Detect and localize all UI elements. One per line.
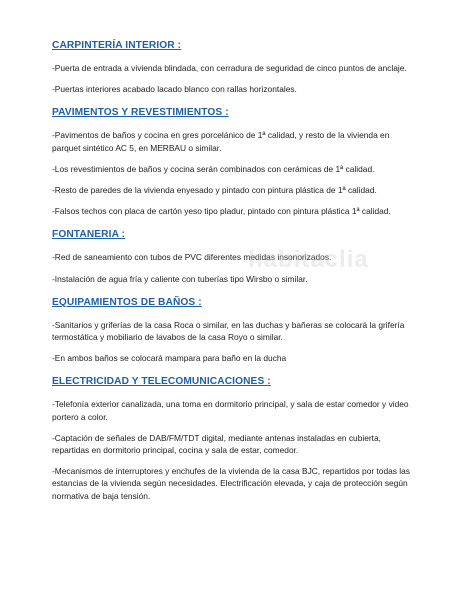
paragraph: -Pavimentos de baños y cocina en gres porcelánico de 1ª calidad, y resto de la vivienda en parquet sintético AC 5, en MERBAU o similar. — [52, 130, 390, 153]
paragraph: -Red de saneamiento con tubos de PVC diferentes medidas insonorizados. — [52, 252, 332, 263]
section-heading: ELECTRICIDAD Y TELECOMUNICACIONES : — [52, 376, 271, 388]
paragraph: -Instalación de agua fría y caliente con tuberías tipo Wirsbo o similar. — [52, 273, 308, 284]
paragraph: -En ambos baños se colocará mampara para baño en la ducha — [52, 353, 287, 364]
paragraph: -Telefonía exterior canalizada, una toma en dormitorio principal, y sala de estar comedor y video portero a color. — [52, 399, 409, 422]
paragraph: -Puertas interiores acabado lacado blanco con rallas horizontales. — [52, 84, 297, 95]
section-fontaneria — [52, 229, 419, 284]
watermark: habitaclia — [248, 246, 369, 273]
section-heading: EQUIPAMIENTOS DE BAÑOS : — [52, 296, 202, 308]
section-heading: PAVIMENTOS Y REVESTIMIENTOS : — [52, 107, 229, 119]
paragraph: -Resto de paredes de la vivienda enyesado y pintado con pintura plástica de 1ª calidad. — [52, 185, 377, 196]
section-electricidad — [52, 376, 419, 501]
section-pavimentos — [52, 107, 419, 217]
paragraph: -Los revestimientos de baños y cocina serán combinados con cerámicas de 1ª calidad. — [52, 163, 375, 174]
paragraph: -Mecanismos de interruptores y enchufes de la vivienda de la casa BJC, repartidos por todas las estancias de la vivienda según necesidades. Electrificación elevada, y caja de protección según normativa de baja tensión. — [52, 466, 410, 501]
paragraph: -Puerta de entrada a vivienda blindada, con cerradura de seguridad de cinco puntos de anclaje. — [52, 63, 407, 73]
section-equipamientos-banos — [52, 297, 419, 365]
paragraph: -Sanitarios y griferías de la casa Roca o similar, en las duchas y bañeras se colocará la grifería termostática y mobiliario de lavabos de la casa Royo o similar. — [52, 319, 405, 343]
section-carpinteria — [52, 40, 419, 95]
paragraph: -Falsos techos con placa de cartón yeso tipo pladur, pintado con pintura plástica 1ª calidad. — [52, 206, 391, 217]
section-heading: FONTANERIA : — [52, 229, 126, 241]
section-heading: CARPINTERÍA INTERIOR : — [52, 40, 182, 51]
paragraph: -Captación de señales de DAB/FM/TDT digital, mediante antenas instaladas en cubierta, repartidas en dormitorio principal, cocina y sala de estar, comedor. — [52, 432, 381, 456]
